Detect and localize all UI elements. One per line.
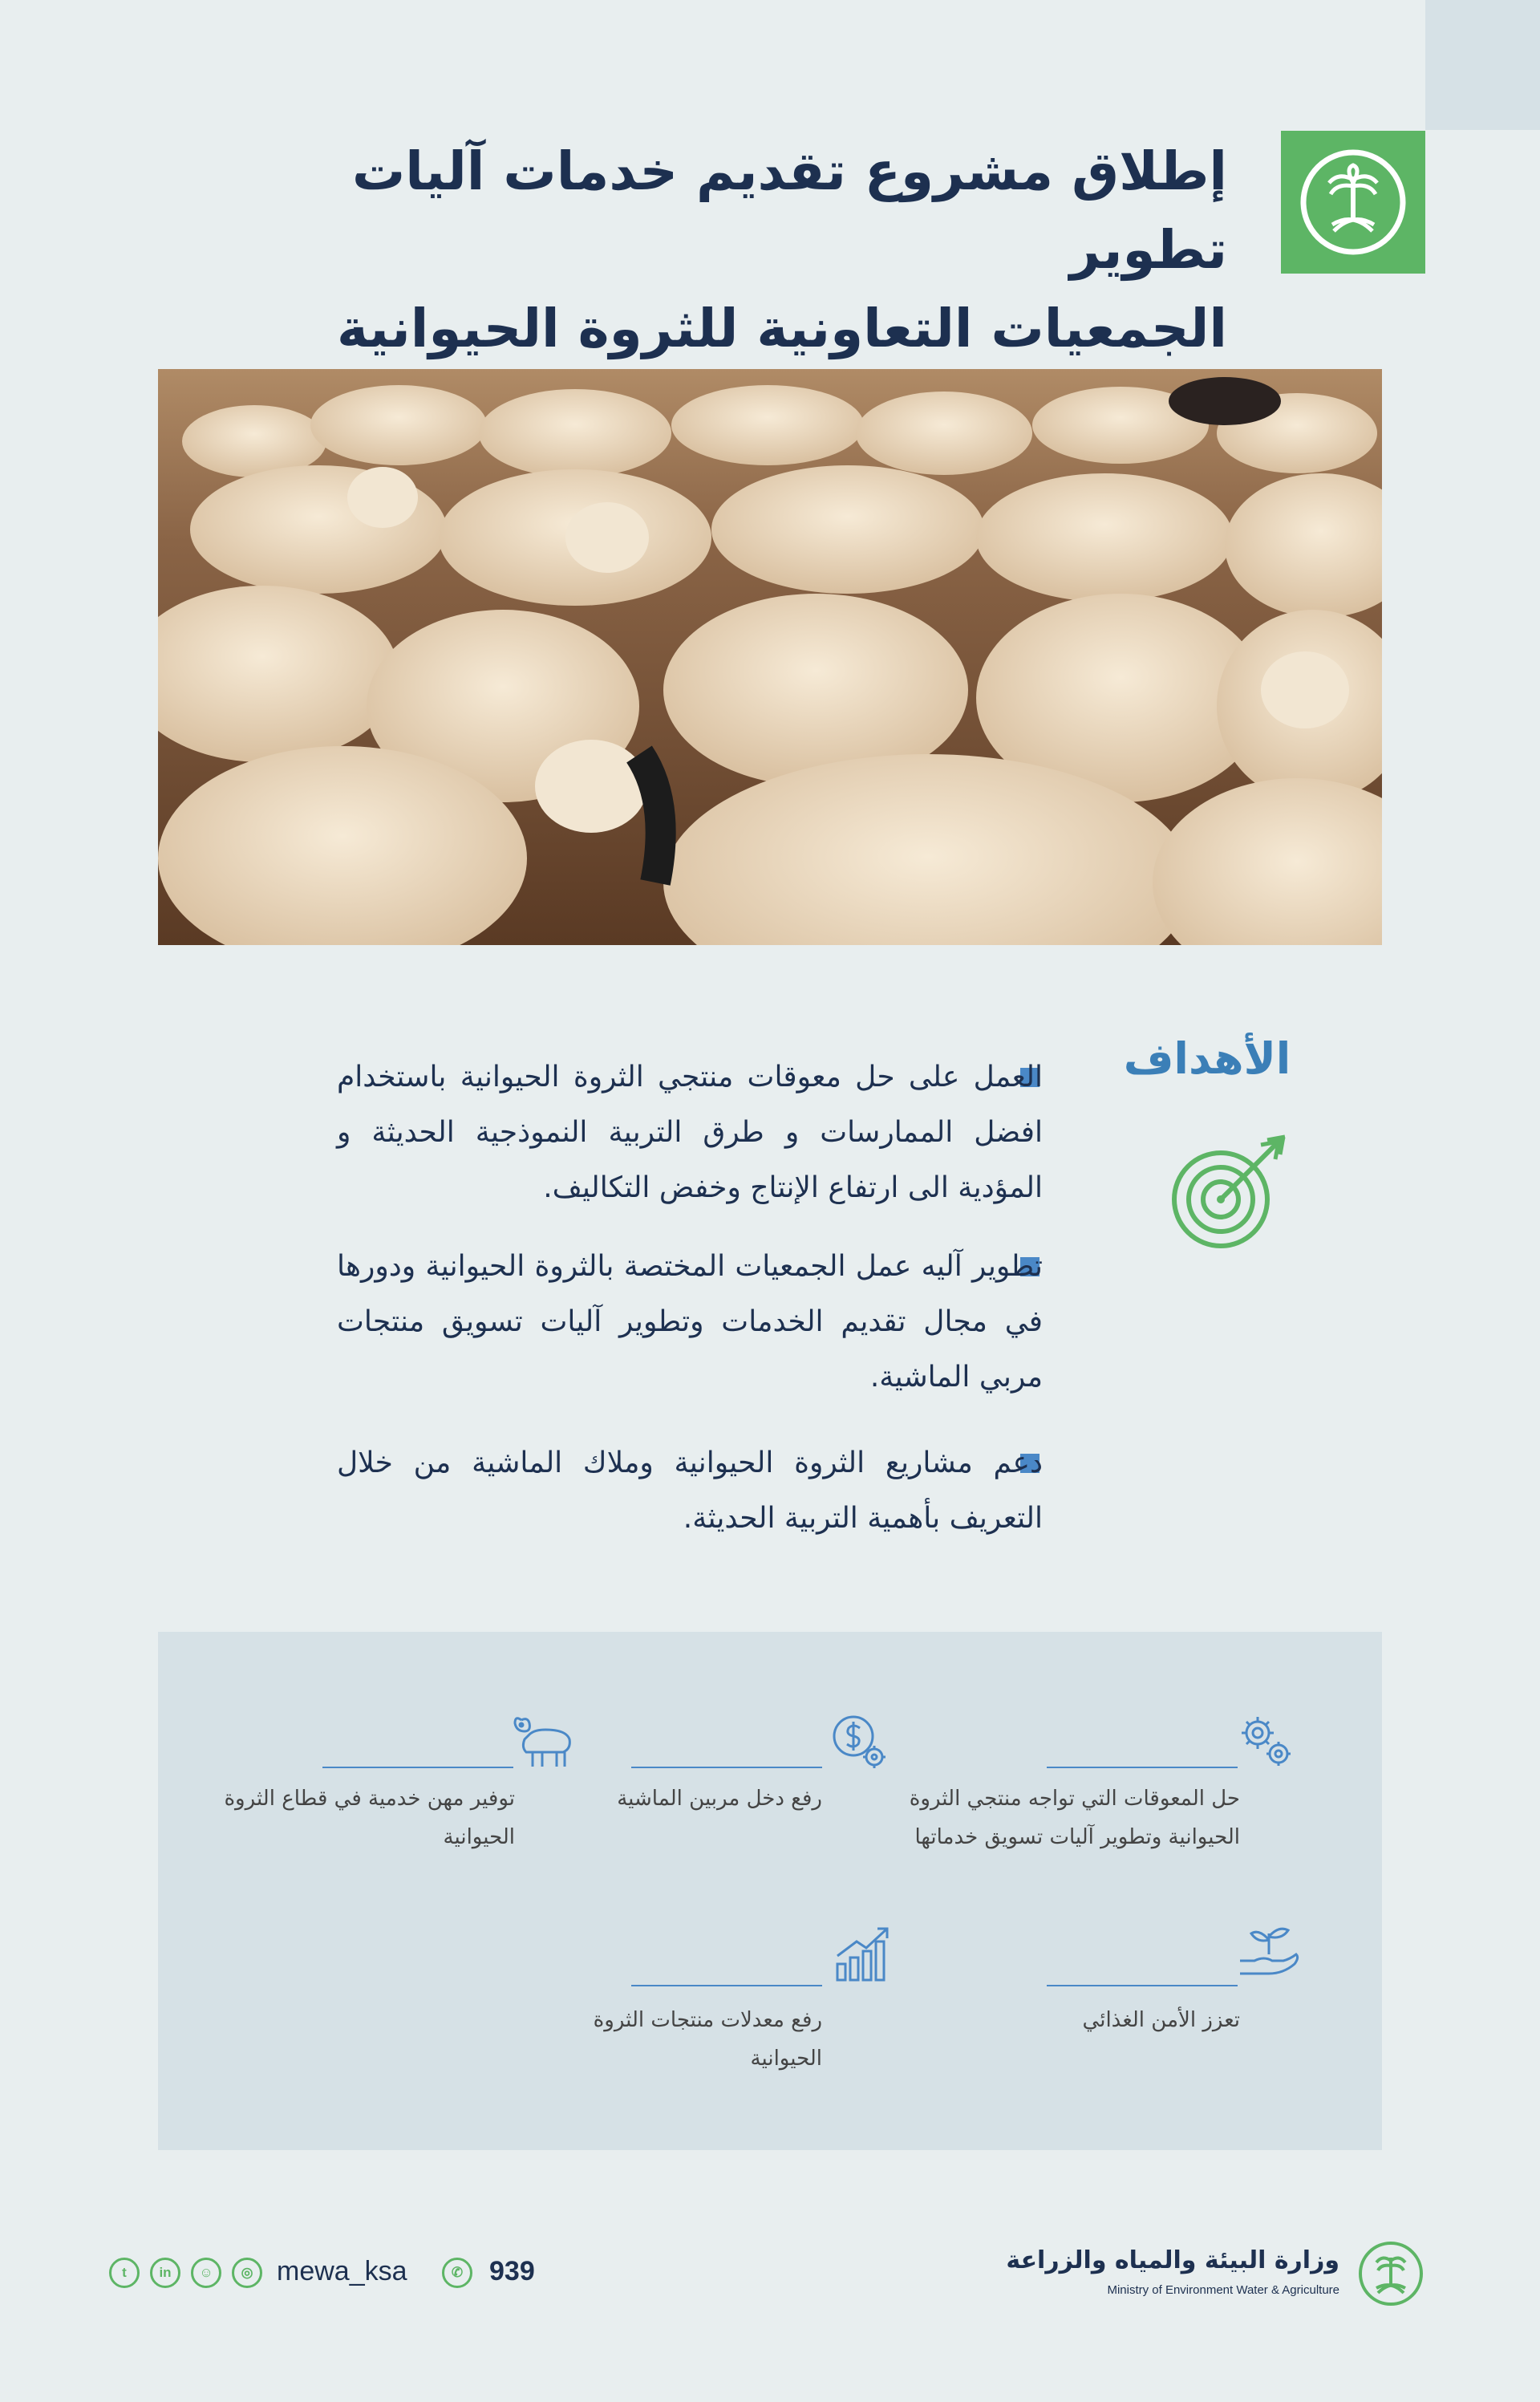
gears-icon (1235, 1710, 1296, 1775)
goal-item-2: تطوير آليه عمل الجمعيات المختصة بالثروة الحيوانية ودورها في مجال تقديم الخدمات وتطوير آليات تسويق منتجات مربي الماشية. (337, 1250, 1043, 1394)
ministry-name-arabic: وزارة البيئة والمياه والزراعة (1006, 2246, 1339, 2274)
plant-hand-icon (1237, 1922, 1301, 1986)
feature-text-2: رفع دخل مربين الماشية (617, 1787, 822, 1811)
feature-divider-4 (1047, 1985, 1238, 1986)
footer-ministry-logo (1357, 2240, 1424, 2311)
feature-text-4: تعزز الأمن الغذائي (1082, 2008, 1240, 2032)
instagram-icon[interactable]: ◎ (232, 2258, 262, 2288)
title-line-1: إطلاق مشروع تقديم خدمات آليات تطوير (351, 140, 1227, 281)
corner-decoration (1425, 0, 1540, 130)
palm-swords-emblem-icon (1299, 148, 1408, 257)
growth-chart-icon (834, 1924, 894, 1986)
page-title (184, 132, 1227, 368)
target-icon (1165, 1127, 1293, 1259)
twitter-icon[interactable]: t (109, 2258, 140, 2288)
sheep-icon (510, 1707, 578, 1775)
snapchat-icon[interactable]: ☺ (191, 2258, 221, 2288)
goals-heading: الأهداف (1123, 1033, 1291, 1084)
feature-divider-2 (631, 1767, 822, 1768)
social-handle[interactable]: mewa_ksa (277, 2256, 407, 2286)
sheep-photo (158, 369, 1382, 945)
feature-divider-3 (322, 1767, 513, 1768)
dollar-gear-icon (826, 1709, 890, 1776)
feature-divider-5 (631, 1985, 822, 1986)
feature-text-5: رفع معدلات منتجات الثروة الحيوانية (593, 2008, 822, 2071)
goal-item-1: العمل على حل معوقات منتجي الثروة الحيوانية باستخدام افضل الممارسات و طرق التربية النموذجية الحديثة و المؤدية الى ارتفاع الإنتاج وخفض التكاليف. (337, 1061, 1043, 1204)
linkedin-icon[interactable]: in (150, 2258, 180, 2288)
feature-divider-1 (1047, 1767, 1238, 1768)
ministry-logo (1281, 131, 1425, 274)
sheep-herd-image (158, 369, 1382, 945)
title-line-2: الجمعيات التعاونية للثروة الحيوانية (337, 298, 1227, 359)
goal-item-3: دعم مشاريع الثروة الحيوانية وملاك الماشية من خلال التعريف بأهمية التربية الحديثة. (337, 1446, 1043, 1535)
phone-number[interactable]: 939 (489, 2256, 535, 2286)
feature-text-1: حل المعوقات التي تواجه منتجي الثروة الحيوانية وتطوير آليات تسويق خدماتها (909, 1787, 1240, 1849)
ministry-name-english: Ministry of Environment Water & Agriculture (1107, 2283, 1339, 2297)
feature-text-3: توفير مهن خدمية في قطاع الثروة الحيوانية (224, 1787, 515, 1849)
phone-icon: ✆ (442, 2258, 472, 2288)
